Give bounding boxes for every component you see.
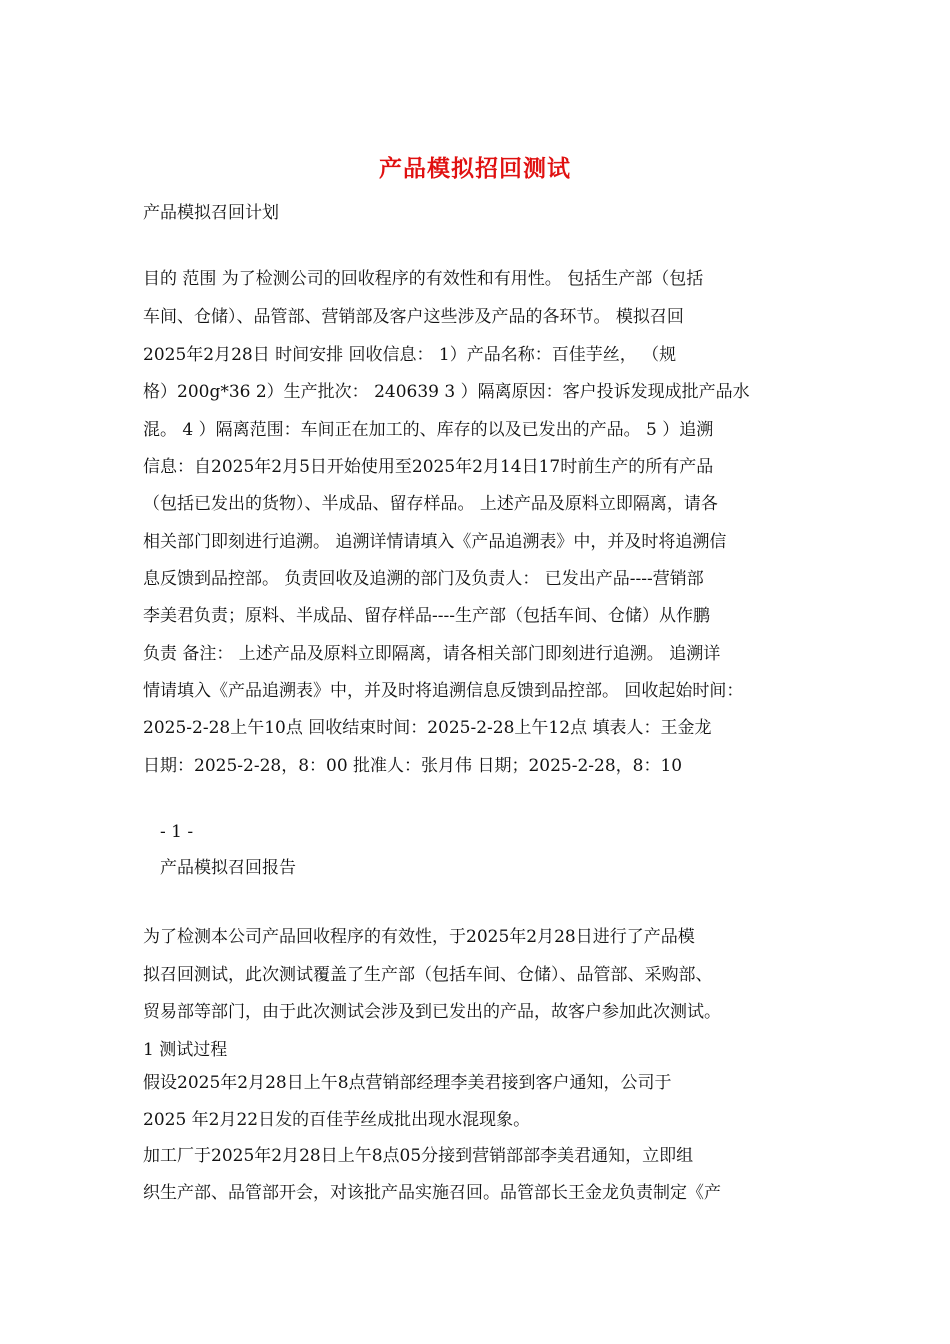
report-line: 假设2025年2月28日上午8点营销部经理李美君接到客户通知，公司于 [143, 1073, 672, 1093]
plan-heading: 产品模拟召回计划 [143, 203, 279, 223]
report-line: 贸易部等部门，由于此次测试会涉及到已发出的产品，故客户参加此次测试。 [143, 1002, 721, 1022]
report-line: 1 测试过程 [143, 1040, 228, 1060]
plan-line: 2025年2月28日 时间安排 回收信息： 1）产品名称：百佳芋丝， （规 [143, 345, 677, 365]
plan-line: （包括已发出的货物）、半成品、留存样品。 上述产品及原料立即隔离，请各 [143, 494, 718, 514]
plan-line: 李美君负责；原料、半成品、留存样品----生产部（包括车间、仓储）从作鹏 [143, 606, 710, 626]
plan-line: 日期：2025-2-28，8：00 批准人：张月伟 日期；2025-2-28，8：10 [143, 756, 683, 776]
plan-line: 混。 4 ）隔离范围：车间正在加工的、库存的以及已发出的产品。 5 ）追溯 [143, 420, 714, 440]
document-title: 产品模拟招回测试 [379, 155, 571, 182]
plan-line: 车间、仓储）、品管部、营销部及客户这些涉及产品的各环节。 模拟召回 [143, 307, 684, 327]
report-line: 织生产部、品管部开会，对该批产品实施召回。品管部长王金龙负责制定《产 [143, 1183, 721, 1203]
plan-line: 负责 备注： 上述产品及原料立即隔离，请各相关部门即刻进行追溯。 追溯详 [143, 644, 721, 664]
report-line: 2025 年2月22日发的百佳芋丝成批出现水混现象。 [143, 1110, 531, 1130]
report-line: 加工厂于2025年2月28日上午8点05分接到营销部部李美君通知，立即组 [143, 1146, 694, 1166]
plan-line: 相关部门即刻进行追溯。 追溯详情请填入《产品追溯表》中，并及时将追溯信 [143, 532, 727, 552]
plan-line: 息反馈到品控部。 负责回收及追溯的部门及负责人： 已发出产品----营销部 [143, 569, 704, 589]
report-line: 为了检测本公司产品回收程序的有效性，于2025年2月28日进行了产品模 [143, 927, 695, 947]
report-line: 拟召回测试，此次测试覆盖了生产部（包括车间、仓储）、品管部、采购部、 [143, 965, 713, 985]
report-heading: 产品模拟召回报告 [160, 858, 296, 878]
plan-line: 格）200g*36 2）生产批次： 240639 3 ）隔离原因：客户投诉发现成批产品水 [143, 382, 750, 402]
page-number: - 1 - [160, 822, 194, 842]
plan-line: 2025-2-28上午10点 回收结束时间：2025-2-28上午12点 填表人：王金龙 [143, 718, 712, 738]
plan-line: 目的 范围 为了检测公司的回收程序的有效性和有用性。 包括生产部（包括 [143, 269, 704, 289]
plan-line: 情请填入《产品追溯表》中，并及时将追溯信息反馈到品控部。 回收起始时间： [143, 681, 744, 701]
plan-line: 信息：自2025年2月5日开始使用至2025年2月14日17时前生产的所有产品 [143, 457, 714, 477]
